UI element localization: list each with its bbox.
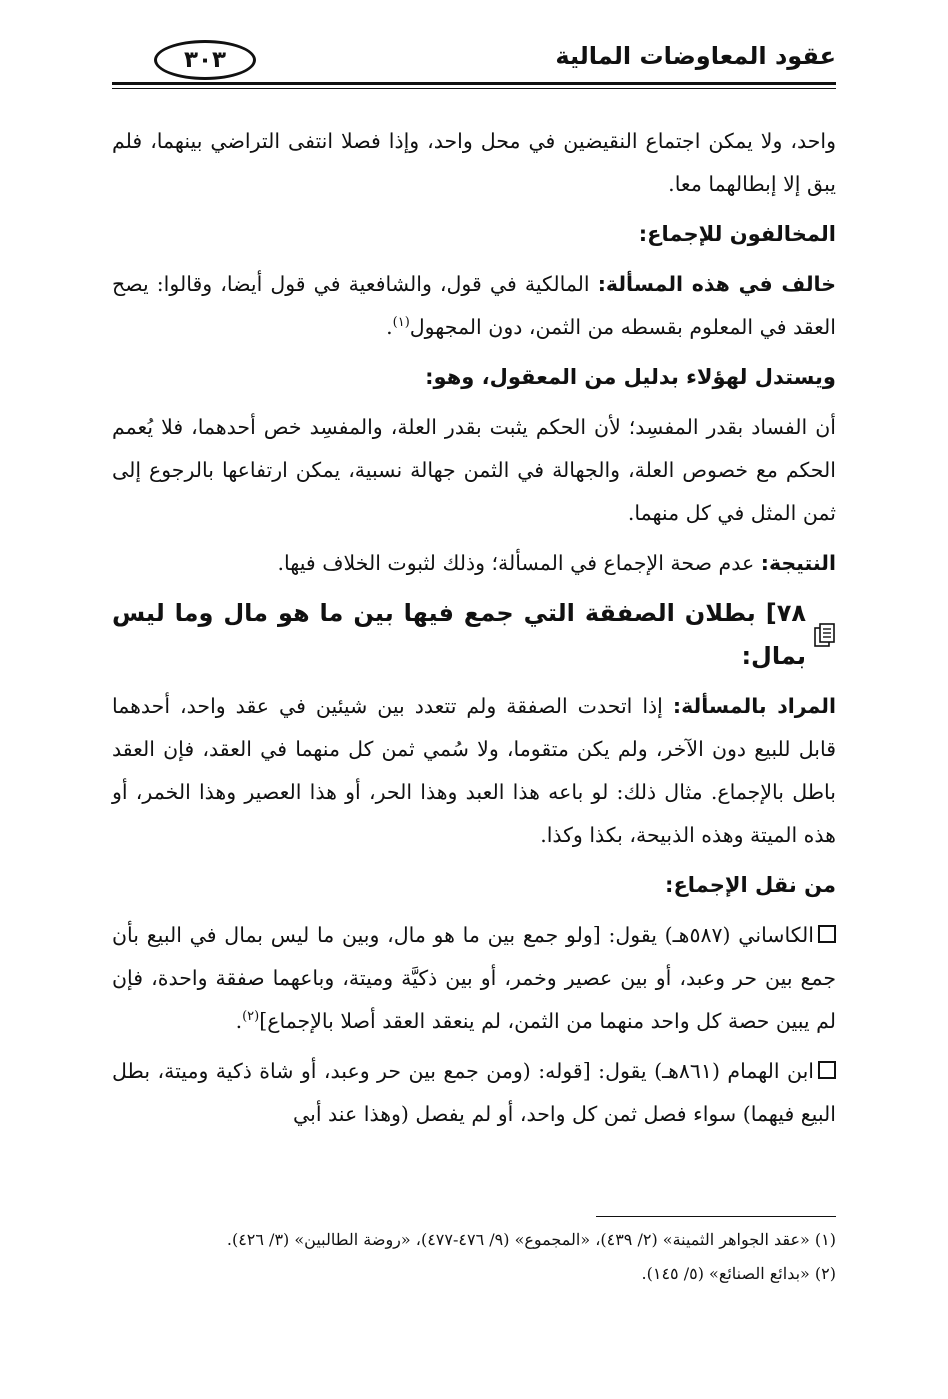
paragraph-text: عدم صحة الإجماع في المسألة؛ وذلك لثبوت الخلاف فيها. <box>277 551 761 575</box>
subheading-opponents: المخالفون للإجماع: <box>638 222 836 246</box>
footnote-2: (٢) «بدائع الصنائع» (٥/ ١٤٥). <box>641 1264 836 1283</box>
paragraph-result <box>112 542 836 585</box>
paragraph-text: إذا اتحدت الصفقة ولم تتعدد بين شيئين في عقد واحد، أحدهما قابل للبيع دون الآخر، ولم يكن متقوما، ولا سُمي ثمن كل منهما في العقد، فإن العقد باطل بالإجماع. مثال ذلك: لو باعه هذا العبد وهذا الحر، أو هذا العصير وهذا الخمر، أو هذه الميتة وهذه الذبيحة، بكذا وكذا. <box>112 694 836 847</box>
paragraph-end: . <box>386 315 393 339</box>
quote-ibn-alhumam <box>112 1050 836 1136</box>
paragraph-lead: النتيجة: <box>760 551 836 575</box>
page-number: ٣٠٣ <box>154 40 256 80</box>
body-text <box>112 120 836 1143</box>
quote-end: . <box>235 1009 243 1033</box>
footnote-ref-1[interactable]: (١) <box>392 315 410 331</box>
subheading-evidence: ويستدل لهؤلاء بدليل من المعقول، وهو: <box>425 365 836 389</box>
section-title: ٧٨] بطلان الصفقة التي جمع فيها بين ما هو مال وما ليس بمال: <box>112 599 806 670</box>
footnotes <box>112 1216 836 1291</box>
paragraph-lead: المراد بالمسألة: <box>672 694 836 718</box>
footnote-rule <box>596 1216 836 1217</box>
running-header <box>112 38 836 90</box>
paragraph-lead: خالف في هذه المسألة: <box>597 272 836 296</box>
section-heading <box>112 592 836 678</box>
paragraph-meaning <box>112 685 836 857</box>
footnote-1: (١) «عقد الجواهر الثمينة» (٢/ ٤٣٩)، «المجموع» (٩/ ٤٧٦-٤٧٧)، «روضة الطالبين» (٣/ ٤٢٦). <box>226 1230 836 1249</box>
paragraph: واحد، ولا يمكن اجتماع النقيضين في محل واحد، وإذا فصلا انتفى التراضي بينهما، فلم يبق إلا إبطالهما معا. <box>112 129 836 196</box>
running-title: عقود المعاوضات المالية <box>555 42 836 70</box>
square-bullet-icon <box>818 1061 836 1079</box>
quote-kasani <box>112 914 836 1043</box>
paragraph-text: المالكية في قول، والشافعية في قول أيضا، وقالوا: يصح العقد في المعلوم بقسطه من الثمن، دون المجهول <box>112 272 836 339</box>
header-rule <box>112 82 836 85</box>
paragraph-opponents <box>112 263 836 349</box>
subheading-transmitters: من نقل الإجماع: <box>665 873 836 897</box>
paragraph: أن الفساد بقدر المفسِد؛ لأن الحكم يثبت بقدر العلة، والمفسِد خص أحدهما، فلا يُعمم الحكم مع خصوص العلة، والجهالة في الثمن جهالة نسبية، يمكن ارتفاعها بالرجوع إلى ثمن المثل في كل منهما. <box>112 415 836 525</box>
square-bullet-icon <box>818 925 836 943</box>
quote-text: ابن الهمام (٨٦١هـ) يقول: [قوله: (ومن جمع بين حر وعبد، أو شاة ذكية وميتة، بطل البيع فيهما) سواء فصل ثمن كل واحد، أو لم يفصل (وهذا عند أبي <box>112 1059 836 1126</box>
footnote-ref-2[interactable]: (٢) <box>242 1009 260 1025</box>
header-rule-thin <box>112 88 836 89</box>
document-icon <box>814 623 836 647</box>
quote-text: الكاساني (٥٨٧هـ) يقول: [ولو جمع بين ما هو مال، وبين ما ليس بمال في البيع بأن جمع بين حر وعبد، أو بين عصير وخمر، أو بين ذكيَّة وميتة، وباعهما صفقة واحدة، فإن لم يبين حصة كل واحد منهما من الثمن، لم ينعقد العقد أصلا بالإجماع] <box>112 923 836 1033</box>
